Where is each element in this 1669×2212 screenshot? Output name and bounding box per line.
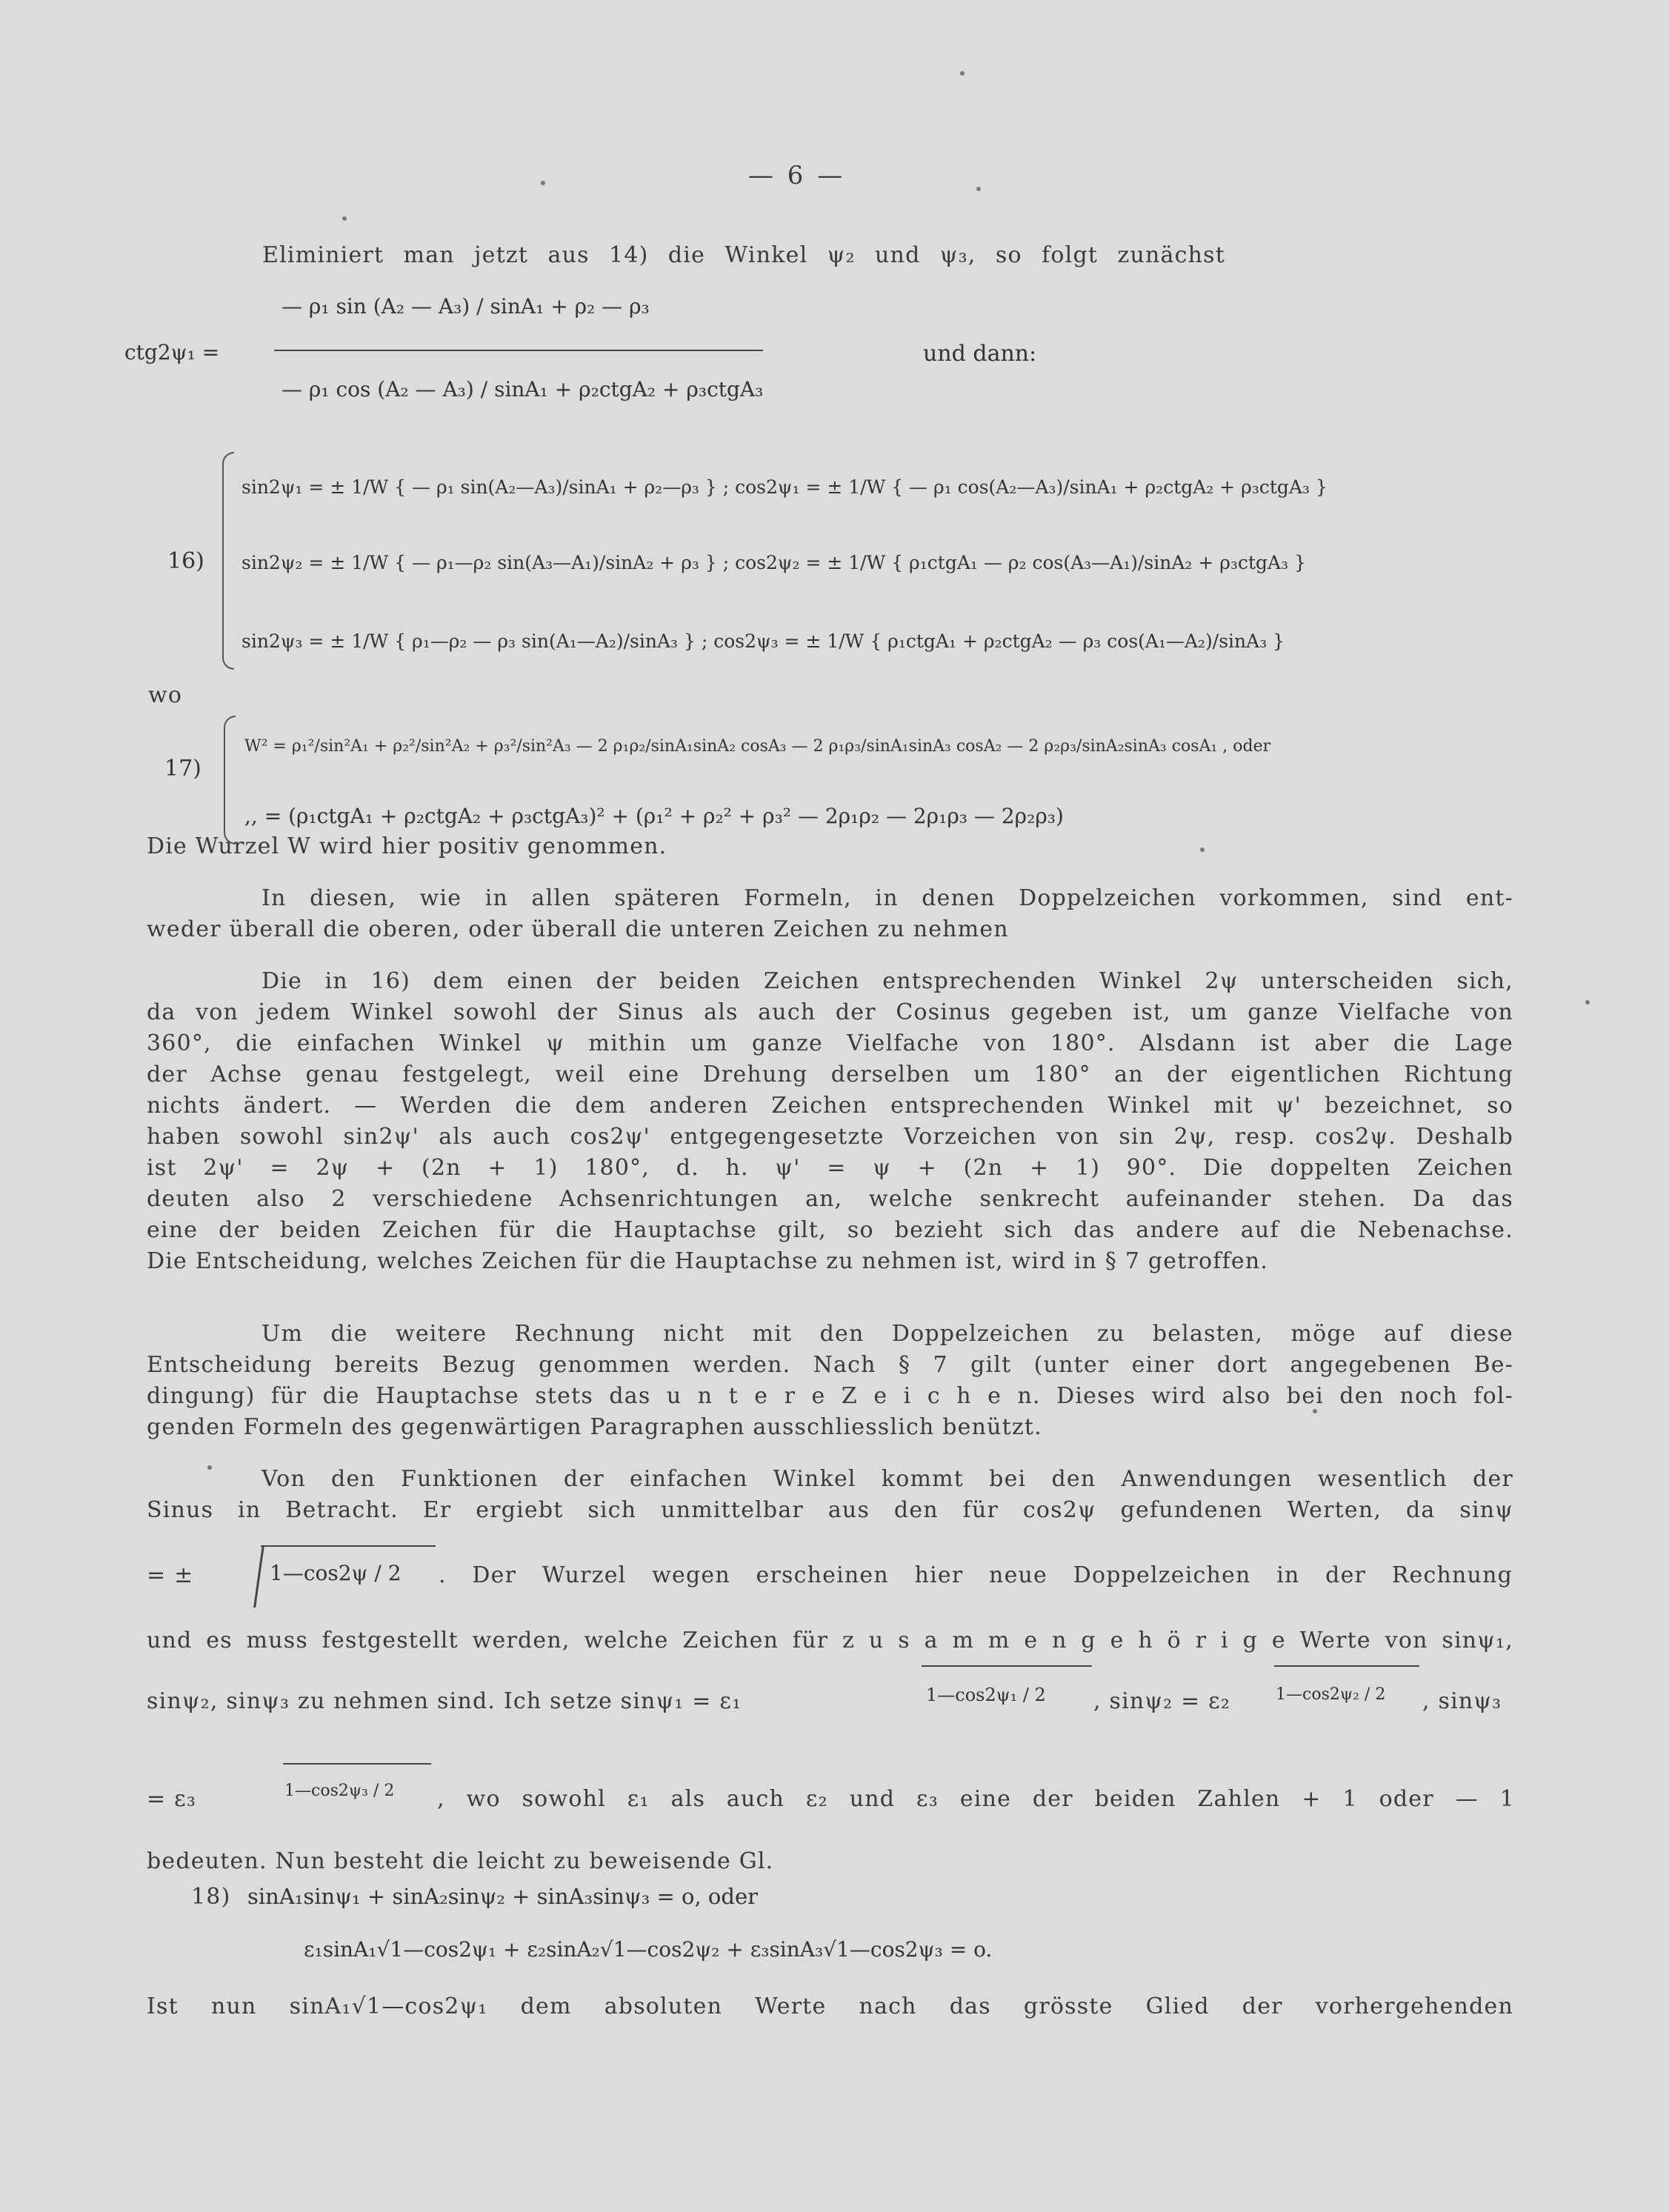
paragraph-2-line: haben sowohl sin2ψ' als auch cos2ψ' entgegengesetzte Vorzeichen von sin 2ψ, resp. cos2ψ. Deshalb	[147, 1124, 1513, 1150]
sqrt-expression: 1—cos2ψ / 2	[270, 1561, 402, 1585]
sqrt2-vinculum	[1274, 1665, 1419, 1667]
scan-speck	[960, 71, 965, 76]
sqrt3-expression: 1—cos2ψ₃ / 2	[284, 1782, 395, 1800]
intro-line: Eliminiert man jetzt aus 14) die Winkel ψ₂ und ψ₃, so folgt zunächst	[262, 242, 1225, 268]
eq17-label: 17)	[164, 756, 201, 782]
paragraph-3-line: genden Formeln des gegenwärtigen Paragraphen ausschliesslich benützt.	[147, 1414, 1042, 1440]
eq16-brace	[222, 452, 234, 670]
paragraph-2-line: nichts ändert. — Werden die dem anderen Zeichen entsprechenden Winkel mit ψ' bezeichnet, so	[147, 1093, 1513, 1119]
scan-speck	[541, 181, 545, 185]
paragraph-1	[147, 883, 1513, 945]
eq17-row-1: W² = ρ₁²/sin²A₁ + ρ₂²/sin²A₂ + ρ₃²/sin²A₃ — 2 ρ₁ρ₂/sinA₁sinA₂ cosA₃ — 2 ρ₁ρ₃/sinA₁sinA₃ cosA₂ — 2 ρ₂ρ₃/sinA₂sinA₃ cosA₁ , oder	[244, 737, 1271, 756]
und-dann: und dann:	[923, 341, 1037, 367]
sqrt-line-lhs: = ±	[147, 1562, 194, 1588]
sqrt3-vinculum	[283, 1763, 431, 1765]
paragraph-1-line: weder überall die oberen, oder überall die unteren Zeichen zu nehmen	[147, 916, 1009, 942]
paragraph-3	[147, 1319, 1513, 1443]
eq16-row-1: sin2ψ₁ = ± 1/W { — ρ₁ sin(A₂—A₃)/sinA₁ + ρ₂—ρ₃ } ; cos2ψ₁ = ± 1/W { — ρ₁ cos(A₂—A₃)/sinA₁ + ρ₂ctgA₂ + ρ₃ctgA₃ }	[241, 476, 1327, 498]
para5-line2-a: sinψ₂, sinψ₃ zu nehmen sind. Ich setze sinψ₁ = ε₁	[147, 1688, 742, 1714]
scan-speck	[1585, 1000, 1590, 1005]
para5-line4: bedeuten. Nun besteht die leicht zu beweisende Gl.	[147, 1848, 774, 1874]
paragraph-3-line: Entscheidung bereits Bezug genommen werden. Nach § 7 gilt (unter einer dort angegebenen Be-	[147, 1352, 1513, 1378]
eq17-row-2: ,, = (ρ₁ctgA₁ + ρ₂ctgA₂ + ρ₃ctgA₃)² + (ρ₁² + ρ₂² + ρ₃² — 2ρ₁ρ₂ — 2ρ₁ρ₃ — 2ρ₂ρ₃)	[244, 804, 1064, 828]
eq18-label: 18)	[191, 1884, 231, 1910]
sqrt-symbol	[240, 1545, 264, 1608]
paragraph-5-line-1	[147, 1625, 1513, 1656]
paragraph-2-line: eine der beiden Zeichen für die Hauptachse gilt, so bezieht sich das andere auf die Nebenachse.	[147, 1217, 1513, 1243]
paragraph-3-line: Um die weitere Rechnung nicht mit den Doppelzeichen zu belasten, möge auf diese	[261, 1321, 1513, 1347]
paragraph-2-line: deuten also 2 verschiedene Achsenrichtungen an, welche senkrecht aufeinander stehen. Da das	[147, 1186, 1513, 1212]
page-number: — 6 —	[748, 161, 846, 190]
scan-speck	[1200, 847, 1205, 852]
eq16-row-3: sin2ψ₃ = ± 1/W { ρ₁—ρ₂ — ρ₃ sin(A₁—A₂)/sinA₃ } ; cos2ψ₃ = ± 1/W { ρ₁ctgA₁ + ρ₂ctgA₂ — ρ₃ cos(A₁—A₂)/sinA₃ }	[241, 630, 1285, 652]
ctg-lhs: ctg2ψ₁ =	[124, 340, 220, 364]
scan-speck	[207, 1465, 212, 1470]
para5-line3-a: = ε₃	[147, 1786, 197, 1812]
para5-line3-b: , wo sowohl ε₁ als auch ε₂ und ε₃ eine der beiden Zahlen + 1 oder — 1	[437, 1786, 1515, 1812]
sqrt-vinculum	[261, 1545, 436, 1547]
paragraph-2-line: ist 2ψ' = 2ψ + (2n + 1) 180°, d. h. ψ' = ψ + (2n + 1) 90°. Die doppelten Zeichen	[147, 1155, 1513, 1181]
paragraph-2	[147, 966, 1513, 1277]
ctg-numerator: — ρ₁ sin (A₂ — A₃) / sinA₁ + ρ₂ — ρ₃	[282, 294, 650, 319]
paragraph-4	[147, 1464, 1513, 1526]
wurzel-note: Die Wurzel W wird hier positiv genommen.	[147, 833, 667, 859]
ctg-denominator: — ρ₁ cos (A₂ — A₃) / sinA₁ + ρ₂ctgA₂ + ρ₃ctgA₃	[282, 377, 764, 402]
wo-label: wo	[148, 682, 183, 708]
paragraph-1-line: In diesen, wie in allen späteren Formeln, in denen Doppelzeichen vorkommen, sind ent-	[261, 885, 1513, 911]
sqrt1-vinculum	[922, 1665, 1092, 1667]
paragraph-2-line: Die Entscheidung, welches Zeichen für die Hauptachse zu nehmen ist, wird in § 7 getroffen.	[147, 1248, 1269, 1274]
sqrt-line-rest: . Der Wurzel wegen erscheinen hier neue Doppelzeichen in der Rechnung	[439, 1562, 1513, 1588]
last-line: Ist nun sinA₁√1—cos2ψ₁ dem absoluten Werte nach das grösste Glied der vorhergehenden	[147, 1993, 1513, 2019]
eq18-row-1: sinA₁sinψ₁ + sinA₂sinψ₂ + sinA₃sinψ₃ = o, oder	[247, 1884, 758, 1909]
paragraph-2-line: 360°, die einfachen Winkel ψ mithin um ganze Vielfache von 180°. Alsdann ist aber die Lage	[147, 1030, 1513, 1056]
scan-speck	[976, 187, 981, 191]
paragraph-2-line: da von jedem Winkel sowohl der Sinus als auch der Cosinus gegeben ist, um ganze Vielfache von	[147, 999, 1513, 1025]
eq16-label: 16)	[167, 548, 204, 574]
para5-line2-b: , sinψ₂ = ε₂	[1093, 1688, 1231, 1714]
eq17-brace	[224, 716, 236, 845]
sqrt2-expression: 1—cos2ψ₂ / 2	[1276, 1685, 1386, 1704]
ctg-fraction-bar	[274, 350, 763, 351]
para5-line2-c: , sinψ₃	[1422, 1688, 1502, 1714]
paragraph-2-line: der Achse genau festgelegt, weil eine Drehung derselben um 180° an der eigentlichen Richtung	[147, 1062, 1513, 1087]
eq18-row-2: ε₁sinA₁√1—cos2ψ₁ + ε₂sinA₂√1—cos2ψ₂ + ε₃sinA₃√1—cos2ψ₃ = o.	[304, 1937, 993, 1962]
paragraph-4-line: Von den Funktionen der einfachen Winkel kommt bei den Anwendungen wesentlich der	[261, 1466, 1513, 1492]
paragraph-5-line: und es muss festgestellt werden, welche Zeichen für z u s a m m e n g e h ö r i g e Werte von sinψ₁,	[147, 1628, 1513, 1653]
eq16-row-2: sin2ψ₂ = ± 1/W { — ρ₁—ρ₂ sin(A₃—A₁)/sinA₂ + ρ₃ } ; cos2ψ₂ = ± 1/W { ρ₁ctgA₁ — ρ₂ cos(A₃—A₁)/sinA₂ + ρ₃ctgA₃ }	[241, 552, 1306, 573]
paragraph-2-line: Die in 16) dem einen der beiden Zeichen entsprechenden Winkel 2ψ unterscheiden sich,	[261, 968, 1513, 994]
paragraph-4-line: Sinus in Betracht. Er ergiebt sich unmittelbar aus den für cos2ψ gefundenen Werten, da sinψ	[147, 1497, 1513, 1523]
paragraph-3-line: dingung) für die Hauptachse stets das u n t e r e Z e i c h e n. Dieses wird also bei den noch fol-	[147, 1383, 1513, 1409]
scan-speck	[1313, 1409, 1317, 1413]
sqrt1-expression: 1—cos2ψ₁ / 2	[926, 1685, 1046, 1705]
scan-speck	[342, 216, 347, 221]
